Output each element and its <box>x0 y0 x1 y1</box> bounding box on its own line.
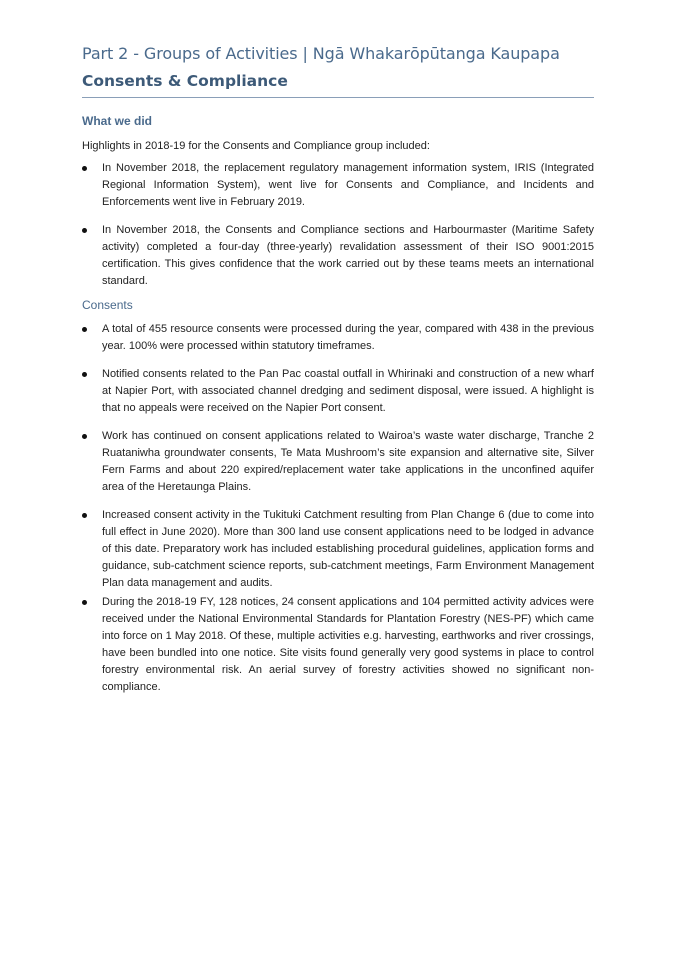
list-item <box>82 160 594 211</box>
part-title: Part 2 - Groups of Activities | Ngā Whakarōpūtanga Kaupapa <box>82 44 560 63</box>
section-title: Consents & Compliance <box>82 72 288 90</box>
list-item <box>82 222 594 290</box>
bullet-icon <box>82 166 87 171</box>
list-item-text: During the 2018-19 FY, 128 notices, 24 consent applications and 104 permitted activity advices were received under the National Environmental Standards for Plantation Forestry (NES-PF) which came into force on 1 May 2018. Of these, multiple activities e.g. harvesting, earthworks and river crossings, have been bundled into one notice. Site visits found generally very good systems in place to control forestry environmental risk. An aerial survey of forestry activities showed no significant non-compliance. <box>102 596 594 693</box>
list-item-text: In November 2018, the Consents and Compliance sections and Harbourmaster (Maritime Safety activity) completed a four-day (three-yearly) revalidation assessment of their ISO 9001:2015 certification. This gives confidence that the work carried out by these teams meets an international standard. <box>102 224 594 287</box>
list-item-text: In November 2018, the replacement regulatory management information system, IRIS (Integrated Regional Information System), went live for Consents and Compliance, and Incidents and Enforcements went live in February 2019. <box>102 162 594 208</box>
list-item-text: A total of 455 resource consents were processed during the year, compared with 438 in the previous year. 100% were processed within statutory timeframes. <box>102 323 594 352</box>
highlights-list <box>82 160 594 301</box>
list-item <box>82 366 594 417</box>
consents-list <box>82 321 594 707</box>
bullet-icon <box>82 513 87 518</box>
list-item <box>82 594 594 696</box>
list-item <box>82 428 594 496</box>
bullet-icon <box>82 372 87 377</box>
list-item <box>82 321 594 355</box>
consents-heading: Consents <box>82 298 133 312</box>
bullet-icon <box>82 327 87 332</box>
bullet-icon <box>82 600 87 605</box>
what-we-did-heading: What we did <box>82 114 152 128</box>
header-divider <box>82 97 594 98</box>
list-item-text: Increased consent activity in the Tukituki Catchment resulting from Plan Change 6 (due to come into full effect in June 2020). More than 300 land use consent applications need to be lodged in advance of this date. Preparatory work has included establishing procedural guidelines, application forms and guidance, sub-catchment science reports, sub-catchment meetings, Farm Environment Management Plan data management and audits. <box>102 509 594 589</box>
intro-text: Highlights in 2018-19 for the Consents and Compliance group included: <box>82 140 430 152</box>
list-item <box>82 507 594 592</box>
bullet-icon <box>82 434 87 439</box>
list-item-text: Notified consents related to the Pan Pac coastal outfall in Whirinaki and construction of a new wharf at Napier Port, with associated channel dredging and sediment disposal, were issued. A highlight is that no appeals were received on the Napier Port consent. <box>102 368 594 414</box>
list-item-text: Work has continued on consent applications related to Wairoa’s waste water discharge, Tranche 2 Ruataniwha groundwater consents, Te Mata Mushroom’s site expansion and alternative site, Silver Fern Farms and about 220 expired/replacement water take applications in the unconfined aquifer area of the Heretaunga Plains. <box>102 430 594 493</box>
bullet-icon <box>82 228 87 233</box>
